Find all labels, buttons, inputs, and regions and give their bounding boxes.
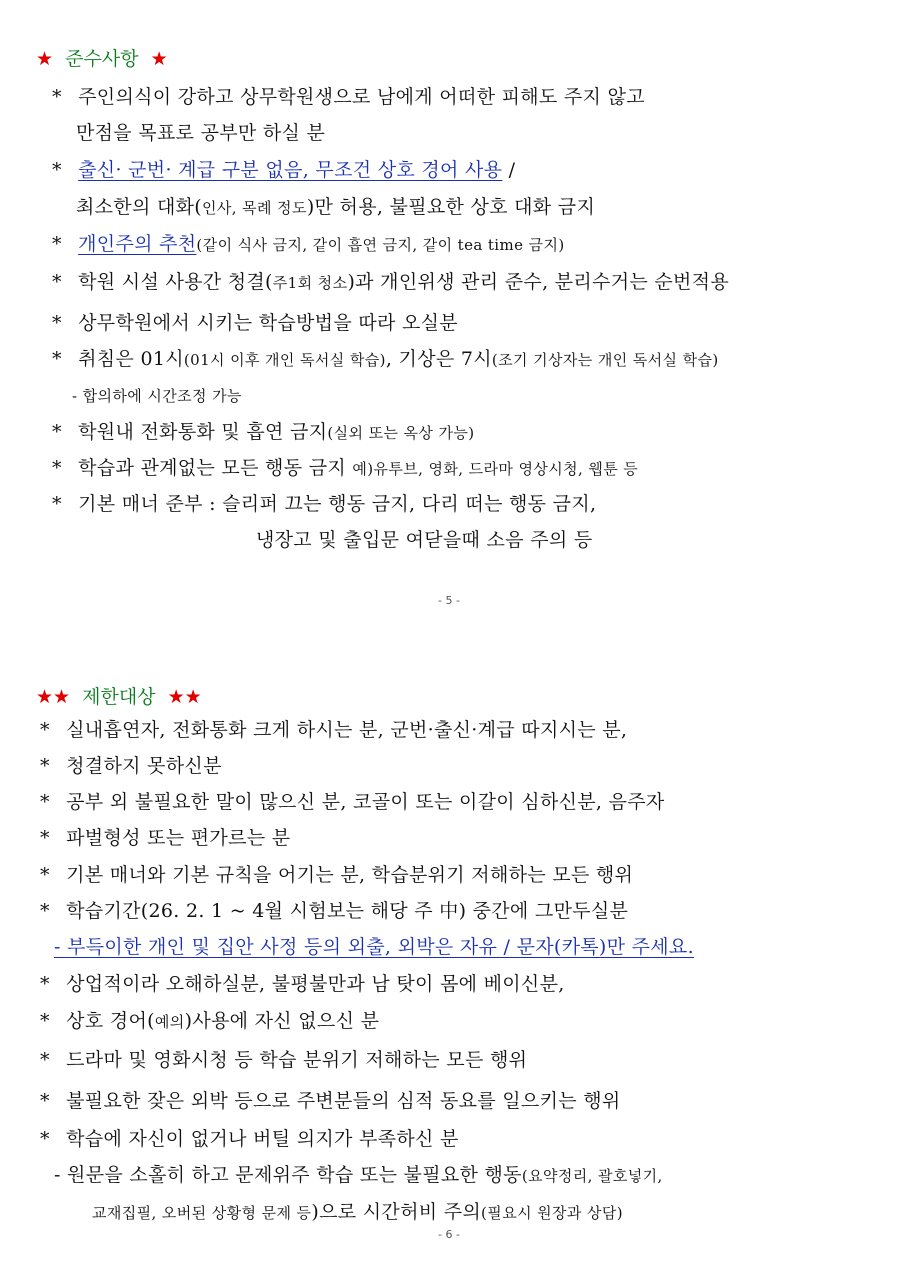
star-icon: ★★ — [167, 686, 202, 708]
list-item — [40, 1127, 459, 1151]
page5-item-2-cont — [76, 195, 595, 220]
bullet: * — [52, 86, 62, 108]
item-text: 취침은 01시 — [78, 348, 184, 370]
item-text: 학습과 관계없는 모든 행동 금지 — [78, 457, 353, 479]
item-text: 불필요한 잦은 외박 등으로 주변분들의 심적 동요를 일으키는 행위 — [66, 1090, 621, 1112]
bullet: * — [40, 1090, 50, 1112]
page5-item-6-note: - 합의하에 시간조정 가능 — [72, 387, 242, 405]
page-number: - 6 - — [438, 1228, 460, 1241]
item-note: (조기 기상자는 개인 독서실 학습) — [491, 351, 719, 369]
item-text: )사용에 자신 없으신 분 — [184, 1010, 380, 1032]
page6-note: - 부득이한 개인 및 집안 사정 등의 외출, 외박은 자유 / 문자(카톡)만 주세요. — [54, 936, 694, 958]
item-text: 상업적이라 오해하실분, 불평불만과 남 탓이 몸에 베이신분, — [66, 973, 565, 995]
page6-heading-title: 제한대상 — [82, 686, 156, 708]
item-note: (실외 또는 옥상 가능) — [327, 424, 475, 442]
page6-last-item — [54, 1163, 663, 1188]
highlight-text: 출신· 군번· 계급 구분 없음, 무조건 상호 경어 사용 — [78, 159, 503, 181]
bullet: * — [52, 159, 62, 181]
item-text: 주인의식이 강하고 상무학원생으로 남에게 어떠한 피해도 주지 않고 — [78, 86, 645, 108]
item-text: )으로 시간허비 주의 — [311, 1201, 482, 1223]
item-text: 기본 매너 준부 : 슬리퍼 끄는 행동 금지, 다리 떠는 행동 금지, — [78, 493, 597, 515]
item-note: (필요시 원장과 상담) — [481, 1204, 624, 1222]
item-note: (같이 식사 금지, 같이 흡연 금지, 같이 tea time 금지) — [196, 236, 565, 254]
bullet: * — [52, 233, 62, 255]
bullet: * — [52, 457, 62, 479]
bullet: * — [52, 348, 62, 370]
item-text: 학습기간(26. 2. 1 ~ 4월 시험보는 해당 주 中) 중간에 그만두실분 — [66, 900, 629, 922]
item-text: - 원문을 소홀히 하고 문제위주 학습 또는 불필요한 행동 — [54, 1164, 522, 1186]
bullet: * — [40, 827, 50, 849]
page5-item-6 — [52, 347, 719, 372]
item-text: 학원내 전화통화 및 흡연 금지 — [78, 421, 328, 443]
page6-heading — [36, 682, 202, 709]
bullet: * — [40, 864, 50, 886]
list-item — [40, 790, 665, 814]
item-note: 예의 — [154, 1013, 185, 1031]
item-note: 인사, 목례 정도 — [201, 199, 307, 217]
item-text: 학습에 자신이 없거나 버틸 의지가 부족하신 분 — [66, 1128, 459, 1150]
list-item — [40, 972, 565, 996]
bullet: * — [40, 719, 50, 741]
item-note: (요약정리, 괄호넣기, — [521, 1167, 663, 1185]
item-text: 파벌형성 또는 편가르는 분 — [66, 827, 291, 849]
list-item — [40, 899, 628, 923]
page5-item-1-cont: 만점을 목표로 공부만 하실 분 — [76, 122, 326, 144]
highlight-text: 개인주의 추천 — [78, 233, 197, 255]
item-note: 주1회 청소 — [272, 274, 348, 292]
page5-item-4 — [52, 270, 729, 295]
page5-item-2 — [52, 158, 515, 182]
page5-heading — [36, 44, 168, 71]
item-text: , 기상은 7시 — [385, 348, 492, 370]
item-text: )과 개인위생 관리 준수, 분리수거는 순번적용 — [347, 271, 729, 293]
list-item — [40, 826, 290, 850]
bullet: * — [40, 1049, 50, 1071]
item-text: 공부 외 불필요한 말이 많으신 분, 코골이 또는 이갈이 심하신분, 음주자 — [66, 791, 665, 813]
star-icon: ★★ — [36, 686, 71, 708]
bullet: * — [40, 900, 50, 922]
list-item — [40, 863, 633, 887]
bullet: * — [52, 421, 62, 443]
item-text: 상무학원에서 시키는 학습방법을 따라 오실분 — [78, 312, 458, 334]
item-text: 학원 시설 사용간 청결( — [78, 271, 273, 293]
item-text: 청결하지 못하신분 — [66, 755, 222, 777]
item-text: 드라마 및 영화시청 등 학습 분위기 저해하는 모든 행위 — [66, 1049, 528, 1071]
bullet: * — [52, 271, 62, 293]
bullet: * — [40, 791, 50, 813]
page-number: - 5 - — [438, 594, 460, 607]
list-item — [40, 1009, 379, 1034]
bullet: * — [40, 1128, 50, 1150]
page5-item-9 — [52, 492, 596, 516]
page5-heading-title: 준수사항 — [65, 48, 139, 70]
page5-item-9-cont: 냉장고 및 출입문 여닫을때 소음 주의 등 — [256, 529, 593, 551]
list-item — [40, 1048, 527, 1072]
list-item — [40, 718, 627, 742]
page5-item-1 — [52, 85, 645, 109]
bullet: * — [40, 755, 50, 777]
bullet: * — [40, 1010, 50, 1032]
list-item — [40, 754, 222, 778]
page5-item-3 — [52, 232, 565, 257]
bullet: * — [52, 312, 62, 334]
page5-item-8 — [52, 456, 638, 481]
item-text: )만 허용, 불필요한 상호 대화 금지 — [306, 196, 596, 218]
page5-item-7 — [52, 420, 475, 445]
bullet: * — [40, 973, 50, 995]
item-text: / — [502, 159, 516, 181]
list-item — [40, 1089, 621, 1113]
item-text: 기본 매너와 기본 규칙을 어기는 분, 학습분위기 저해하는 모든 행위 — [66, 864, 634, 886]
item-text: 상호 경어( — [66, 1010, 155, 1032]
bullet: * — [52, 493, 62, 515]
item-note: 교재집필, 오버된 상황형 문제 등 — [92, 1204, 312, 1222]
page5-item-5 — [52, 311, 458, 335]
star-icon: ★ — [150, 48, 168, 70]
item-text: 최소한의 대화( — [76, 196, 202, 218]
item-note: 예)유투브, 영화, 드라마 영상시청, 웹툰 등 — [352, 460, 639, 478]
page6-last-item-cont — [92, 1200, 623, 1225]
item-note: (01시 이후 개인 독서실 학습) — [183, 351, 386, 369]
item-text: 실내흡연자, 전화통화 크게 하시는 분, 군번·출신·계급 따지시는 분, — [66, 719, 628, 741]
star-icon: ★ — [36, 48, 54, 70]
